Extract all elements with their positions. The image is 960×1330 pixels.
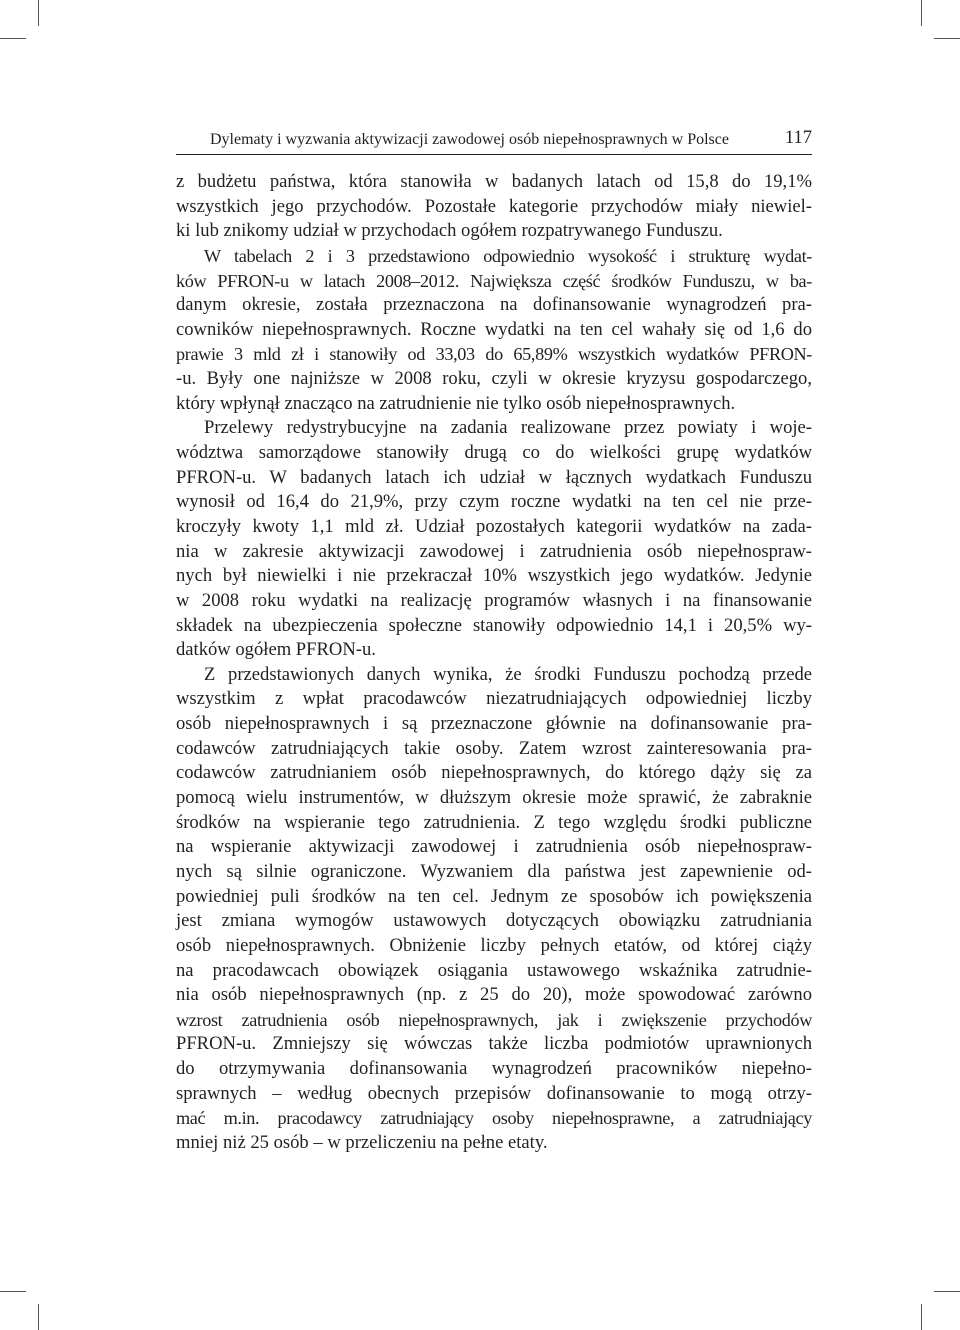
text-line: mać m.in. pracodawcy zatrudniający osoby niepełnosprawne, a zatrudniający [176, 1108, 812, 1129]
text-line: mniej niż 25 osób – w przeliczeniu na pełne etaty. [176, 1131, 548, 1153]
text-line: w 2008 roku wydatki na realizację programów własnych i na finansowanie [176, 589, 812, 611]
text-line: Z przedstawionych danych wynika, że środki Funduszu pochodzą przede [204, 663, 812, 685]
crop-mark [934, 38, 960, 39]
text-line: na wspieranie aktywizacji zawodowej i zatrudnienia osób niepełnospraw- [176, 836, 812, 858]
text-line: wództwa samorządowe stanowiły drugą co do wielkości grupę wydatków [176, 442, 812, 464]
page-number: 117 [784, 128, 812, 148]
text-line: nych był niewielki i nie przekraczał 10% wszystkich jego wydatków. Jedynie [176, 565, 812, 587]
text-line: kroczyły kwoty 1,1 mld zł. Udział pozostałych kategorii wydatków na zada- [176, 515, 812, 537]
text-line: danym okresie, została przeznaczona na dofinansowanie wynagrodzeń pra- [176, 294, 812, 316]
text-line: wszystkim z wpłat pracodawców niezatrudniających odpowiedniej liczby [176, 688, 812, 710]
text-line: pomocą wielu instrumentów, w dłuższym okresie może sprawić, że zabraknie [176, 787, 812, 809]
text-line: PFRON-u. Zmniejszy się wówczas także liczba podmiotów uprawnionych [176, 1033, 812, 1055]
text-line: ki lub znikomy udział w przychodach ogółem rozpatrywanego Funduszu. [176, 220, 723, 242]
text-line: Przelewy redystrybucyjne na zadania realizowane przez powiaty i woje- [204, 417, 812, 439]
text-line: wszystkich jego przychodów. Pozostałe kategorie przychodów miały niewiel- [176, 195, 812, 217]
text-line: powiedniej puli środków na ten cel. Jednym ze sposobów ich powiększenia [176, 885, 812, 907]
crop-mark [921, 0, 922, 26]
crop-mark [38, 1304, 39, 1330]
body-text [176, 170, 812, 1156]
crop-mark [921, 1304, 922, 1330]
text-line: codawców zatrudnianiem osób niepełnosprawnych, do którego dąży się za [176, 762, 812, 784]
text-line: z budżetu państwa, która stanowiła w badanych latach od 15,8 do 19,1% [176, 171, 812, 192]
text-line: sprawnych – według obecnych przepisów dofinansowanie to mogą otrzy- [176, 1082, 812, 1104]
text-line: do otrzymywania dofinansowania wynagrodzeń pracowników niepełno- [176, 1058, 812, 1080]
text-line: PFRON-u. W badanych latach ich udział w łącznych wydatkach Funduszu [176, 466, 812, 488]
running-title: Dylematy i wyzwania aktywizacji zawodowej osób niepełnosprawnych w Polsce [210, 131, 729, 148]
text-line: na pracodawcach obowiązek osiągania ustawowego wskaźnika zatrudnie- [176, 959, 812, 981]
text-line: wynosił od 16,4 do 21,9%, przy czym roczne wydatki na ten cel nie prze- [176, 491, 812, 513]
text-line: środków na wspieranie tego zatrudnienia. Z tego względu środki publiczne [176, 811, 812, 833]
text-line: osób niepełnosprawnych. Obniżenie liczby pełnych etatów, od której ciąży [176, 934, 812, 956]
text-line: datków ogółem PFRON-u. [176, 639, 376, 661]
text-line: wzrost zatrudnienia osób niepełnosprawnych, jak i zwiększenie przychodów [176, 1009, 812, 1030]
text-line: składek na ubezpieczenia społeczne stanowiły odpowiednio 14,1 i 20,5% wy- [176, 614, 812, 636]
text-line: nia w zakresie aktywizacji zawodowej i zatrudnienia osób niepełnospraw- [176, 540, 812, 562]
text-line: cowników niepełnosprawnych. Roczne wydatki na ten cel wahały się od 1,6 do [176, 318, 812, 340]
text-line: ków PFRON-u w latach 2008–2012. Największa część środków Funduszu, w ba- [176, 270, 812, 291]
crop-mark [0, 1291, 26, 1292]
text-line: codawców zatrudniających takie osoby. Zatem wzrost zainteresowania pra- [176, 737, 812, 759]
text-line: nia osób niepełnosprawnych (np. z 25 do 20), może spowodować zarówno [176, 984, 812, 1006]
crop-mark [38, 0, 39, 26]
text-line: jest zmiana wymogów ustawowych dotyczących obowiązku zatrudniania [176, 910, 812, 932]
page-header [176, 124, 812, 155]
crop-mark [934, 1291, 960, 1292]
text-line: który wpłynął znacząco na zatrudnienie nie tylko osób niepełnosprawnych. [176, 392, 736, 414]
text-line: nych są silnie ograniczone. Wyzwaniem dla państwa jest zapewnienie od- [176, 860, 812, 882]
text-line: prawie 3 mld zł i stanowiły od 33,03 do 65,89% wszystkich wydatków PFRON- [176, 344, 812, 365]
crop-mark [0, 38, 26, 39]
text-line: -u. Były one najniższe w 2008 roku, czyli w okresie kryzysu gospodarczego, [176, 368, 812, 390]
text-line: osób niepełnosprawnych i są przeznaczone głównie na dofinansowanie pra- [176, 713, 812, 735]
text-line: W tabelach 2 i 3 przedstawiono odpowiednio wysokość i strukturę wydat- [204, 245, 812, 266]
